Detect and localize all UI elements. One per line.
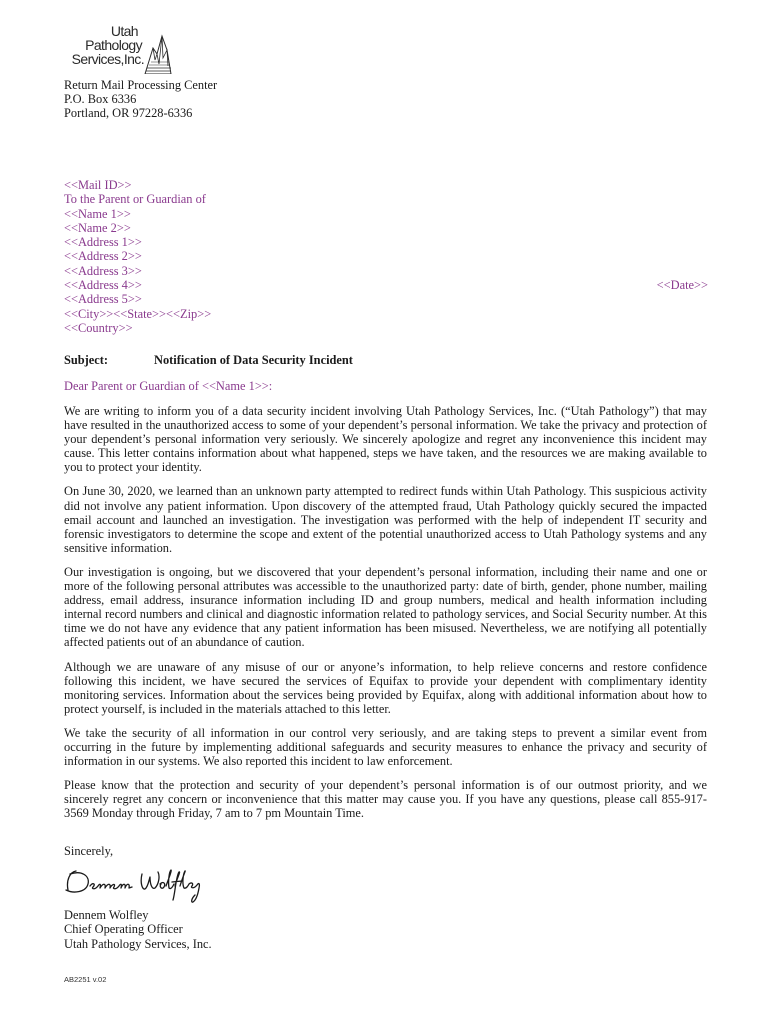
logo-line-2: Pathology [85,37,142,53]
body-paragraph: Our investigation is ongoing, but we discovered that your dependent’s personal information, including their name and one or more of the following personal attributes was accessible to the unauthorized party: date of birth, gender, phone number, mailing address, email address, insurance information including ID and group numbers, medical and health information including internal record numbers and clinical and diagnostic information related to pathology services, and Social Security number. At this time we do not have any evidence that any patient information has been misused. Nevertheless, we are notifying all potentially affected patients out of an abundance of caution. [64,564,707,650]
recipient-line: <<Mail ID>> [64,178,132,192]
company-logo [64,24,174,74]
return-address [64,78,217,120]
recipient-line: <<Address 1>> [64,235,142,250]
body-paragraph: On June 30, 2020, we learned than an unknown party attempted to redirect funds within Utah Pathology. This suspicious activity did not involve any patient information. Upon discovery of the attempted fraud, Utah Pathology quickly secured the impacted email account and launched an investigation. The investigation was performed with the help of independent IT security and forensic investigators to determine the scope and extent of the potential unauthorized access to Utah Pathology systems and any sensitive information. [64,484,707,555]
recipient-line: <<Address 2>> [64,249,142,264]
logo-line-1: Utah [110,23,138,39]
return-address-line: Return Mail Processing Center [64,78,218,92]
body-paragraph: We take the security of all information in our control very seriously, and are taking steps to prevent a similar event from occurring in the future by implementing additional safeguards and security measures to enhance the privacy and security of information in our systems. We also reported this incident to law enforcement. [64,725,707,769]
document-code: AB2251 v.02 [64,975,107,984]
mountain-icon [143,30,173,74]
signer-block [64,908,212,951]
return-address-line: Portland, OR 97228-6336 [64,106,193,120]
letter-date: <<Date>> [656,278,708,292]
body-paragraph: Please know that the protection and security of your dependent’s personal information is of our outmost priority, and we sincerely regret any concern or inconvenience that this matter may cause you. If you have any questions, please call 855-917-3569 Monday through Friday, 7 am to 7 pm Mountain Time. [64,778,707,821]
recipient-line: <<City>><<State>><<Zip>> [64,306,212,321]
closing: Sincerely, [64,844,114,858]
recipient-line: <<Country>> [64,320,133,335]
body-paragraph: We are writing to inform you of a data security incident involving Utah Pathology Services, Inc. (“Utah Pathology”) that may have resulted in the unauthorized access to some of your dependent’s personal information. We take the privacy and protection of your dependent’s personal information very seriously. We sincerely apologize and regret any inconvenience this incident may cause. This letter contains information about what happened, steps we have taken, and the resources we are making available to you to protect your identity. [64,404,707,475]
logo-wordmark [64,24,144,66]
subject-line [64,353,353,368]
recipient-line: <<Address 5>> [64,292,142,307]
return-address-line: P.O. Box 6336 [64,92,137,106]
subject-text: Notification of Data Security Incident [154,353,353,367]
recipient-line: To the Parent or Guardian of [64,192,206,207]
recipient-line: <<Name 1>> [64,206,131,221]
signer-company: Utah Pathology Services, Inc. [64,936,212,951]
signer-name: Dennem Wolfley [64,908,149,922]
letter-body [64,404,707,830]
recipient-line: <<Address 3>> [64,263,142,278]
body-paragraph: Although we are unaware of any misuse of our or anyone’s information, to help relieve concerns and restore confidence following this incident, we have secured the services of Equifax to provide your dependent with complimentary identity monitoring services. Information about the services being provided by Equifax, along with additional information about how to protect yourself, is included in the materials attached to this letter. [64,659,707,716]
recipient-address [64,178,211,335]
subject-label: Subject: [64,353,109,367]
salutation: Dear Parent or Guardian of <<Name 1>>: [64,379,273,393]
recipient-line: <<Address 4>> [64,278,142,293]
recipient-line: <<Name 2>> [64,220,131,235]
logo-line-3: Services,Inc. [71,51,144,67]
handwritten-signature [60,862,220,906]
signer-title: Chief Operating Officer [64,922,183,937]
